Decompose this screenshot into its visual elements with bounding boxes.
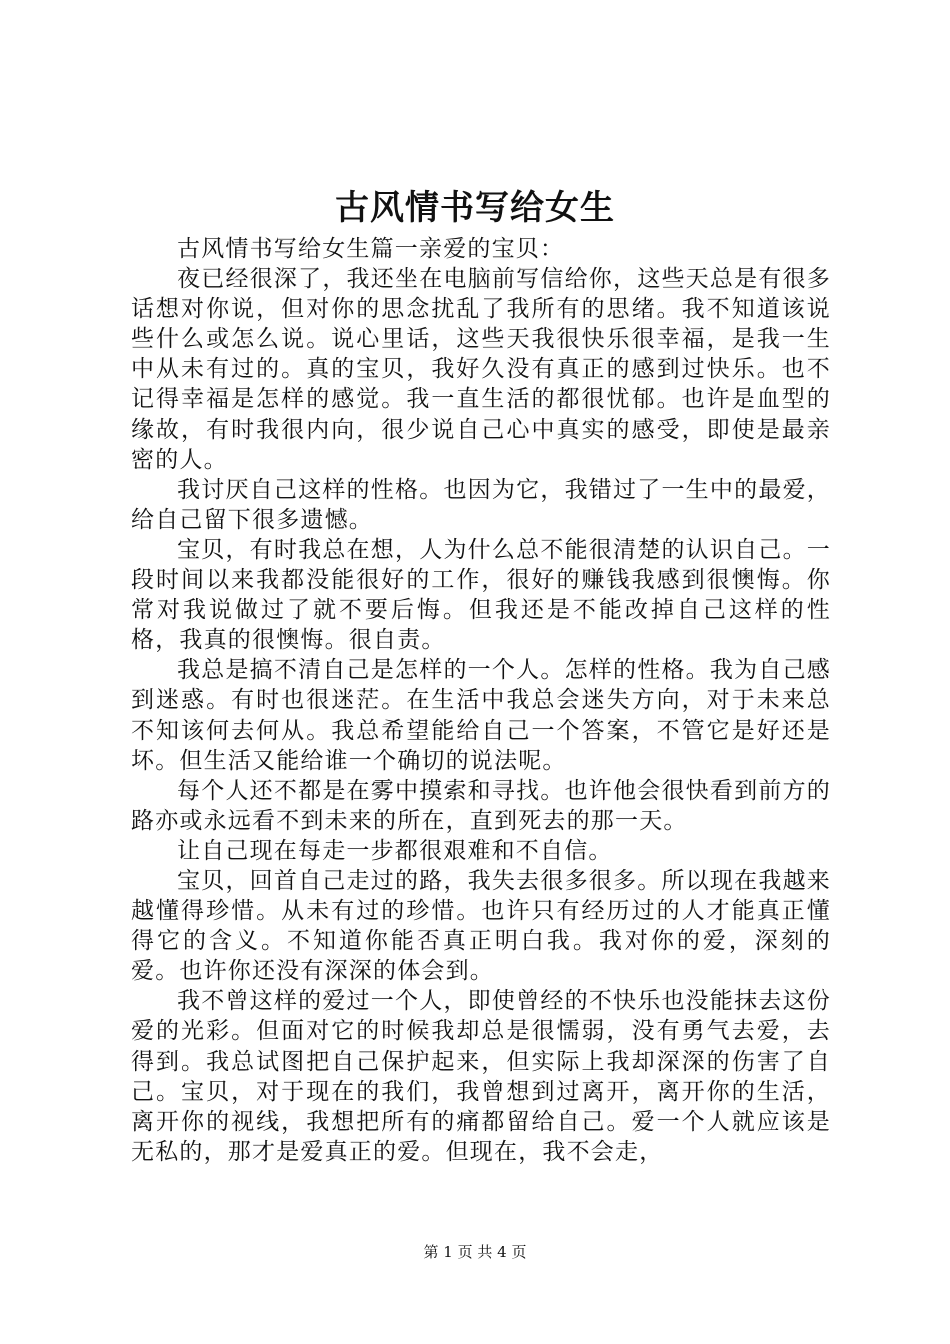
page-number-footer: 第 1 页 共 4 页 xyxy=(423,1243,527,1261)
paragraph-3: 我讨厌自己这样的性格。也因为它，我错过了一生中的最爱，给自己留下很多遗憾。 xyxy=(131,476,831,533)
paragraph-5: 我总是搞不清自己是怎样的一个人。怎样的性格。我为自己感到迷惑。有时也很迷茫。在生活中我总会迷失方向，对于未来总不知该何去何从。我总希望能给自己一个答案，不管它是好还是坏。但生活又能给谁一个确切的说法呢。 xyxy=(131,657,831,774)
document-body xyxy=(131,234,831,1167)
paragraph-6: 每个人还不都是在雾中摸索和寻找。也许他会很快看到前方的路亦或永远看不到未来的所在，直到死去的那一天。 xyxy=(131,777,831,834)
paragraph-9: 我不曾这样的爱过一个人，即使曾经的不快乐也没能抹去这份爱的光彩。但面对它的时候我却总是很懦弱，没有勇气去爱，去得到。我总试图把自己保护起来，但实际上我却深深的伤害了自己。宝贝，对于现在的我们，我曾想到过离开，离开你的生活，离开你的视线，我想把所有的痛都留给自己。爱一个人就应该是无私的，那才是爱真正的爱。但现在，我不会走， xyxy=(131,988,831,1165)
document-title: 古风情书写给女生 xyxy=(335,188,615,228)
paragraph-2: 夜已经很深了，我还坐在电脑前写信给你，这些天总是有很多话想对你说，但对你的思念扰乱了我所有的思绪。我不知道该说些什么或怎么说。说心里话，这些天我很快乐很幸福，是我一生中从未有过的。真的宝贝，我好久没有真正的感到过快乐。也不记得幸福是怎样的感觉。我一直生活的都很忧郁。也许是血型的缘故，有时我很内向，很少说自己心中真实的感受，即使是最亲密的人。 xyxy=(131,266,831,473)
paragraph-1: 古风情书写给女生篇一亲爱的宝贝： xyxy=(177,236,565,262)
paragraph-4: 宝贝，有时我总在想，人为什么总不能很清楚的认识自己。一段时间以来我都没能很好的工作，很好的赚钱我感到很懊悔。你常对我说做过了就不要后悔。但我还是不能改掉自己这样的性格，我真的很懊悔。很自责。 xyxy=(131,536,831,654)
paragraph-7: 让自己现在每走一步都很艰难和不自信。 xyxy=(177,837,613,864)
paragraph-8: 宝贝，回首自己走过的路，我失去很多很多。所以现在我越来越懂得珍惜。从未有过的珍惜。也许只有经历过的人才能真正懂得它的含义。不知道你能否真正明白我。我对你的爱，深刻的爱。也许你还没有深深的体会到。 xyxy=(131,867,831,985)
